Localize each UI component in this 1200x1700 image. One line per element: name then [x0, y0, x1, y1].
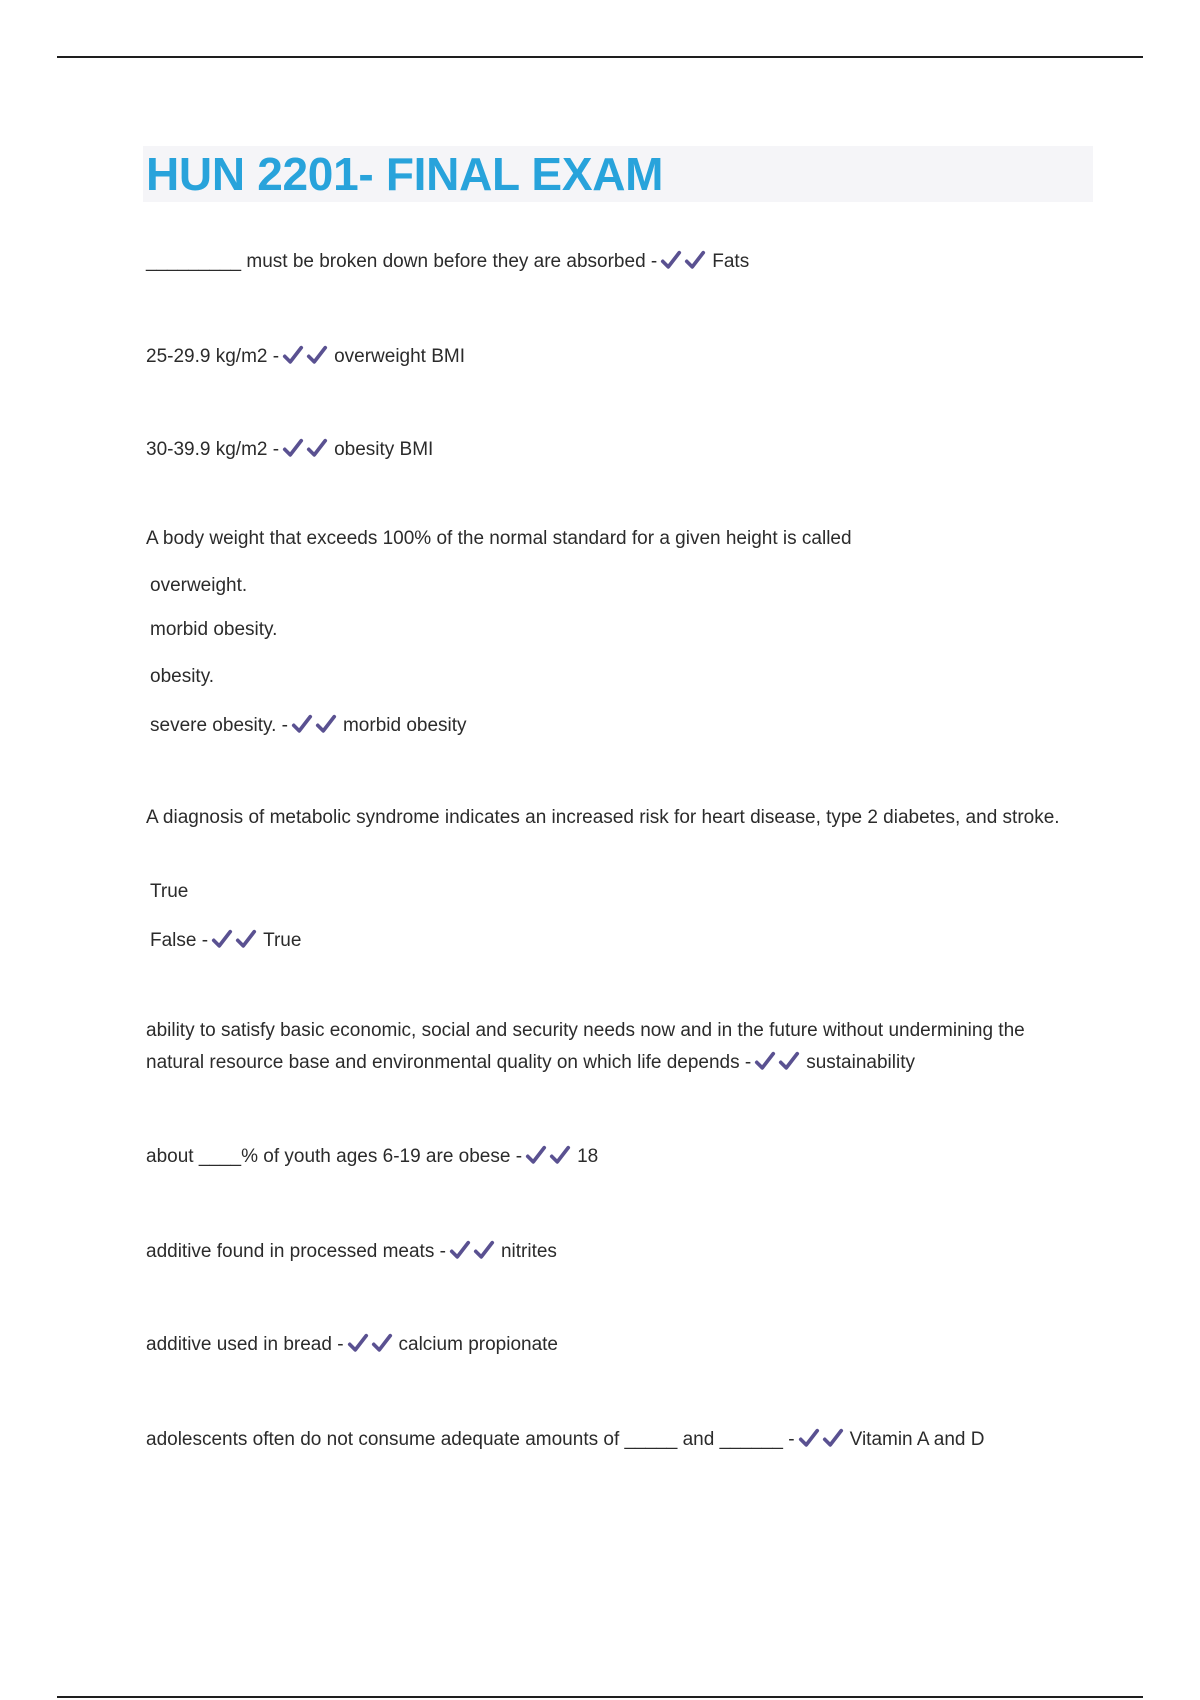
answer-text: Vitamin A and D	[849, 1429, 985, 1450]
qa-item	[146, 1144, 598, 1173]
qa-item	[146, 1015, 1081, 1083]
qa-item	[150, 928, 301, 957]
qa-item	[146, 1427, 984, 1456]
answer-text: obesity BMI	[334, 439, 434, 460]
qa-item	[146, 1332, 558, 1361]
answer-text: Fats	[712, 251, 750, 272]
answer-text: morbid obesity	[342, 715, 467, 736]
question-text: adolescents often do not consume adequate amounts of _____ and ______ -	[146, 1429, 795, 1450]
question-text: 25-29.9 kg/m2 -	[146, 346, 280, 367]
answer-text: calcium propionate	[398, 1334, 558, 1355]
question-text: additive used in bread -	[146, 1334, 344, 1355]
question-text: _________ must be broken down before they are absorbed -	[146, 251, 658, 272]
double-check-icon	[282, 437, 330, 466]
option-text: severe obesity. -	[150, 715, 288, 736]
option-text: overweight.	[150, 575, 248, 596]
qa-item	[146, 249, 749, 278]
double-check-icon	[754, 1050, 802, 1083]
question-text: ability to satisfy basic economic, social and security needs now and in the future without undermining the natural resource base and environmental quality on which life depends -	[146, 1020, 1025, 1073]
double-check-icon	[282, 344, 330, 373]
double-check-icon	[525, 1144, 573, 1173]
answer-text: True	[263, 930, 302, 951]
double-check-icon	[211, 928, 259, 957]
answer-text: 18	[577, 1146, 599, 1167]
answer-text: nitrites	[500, 1241, 557, 1262]
option-text: obesity.	[150, 666, 215, 687]
answer-text: sustainability	[806, 1052, 915, 1073]
question-text: A body weight that exceeds 100% of the normal standard for a given height is called	[146, 528, 852, 549]
double-check-icon	[347, 1332, 395, 1361]
page-title: HUN 2201- FINAL EXAM	[146, 148, 664, 200]
answer-text: overweight BMI	[334, 346, 466, 367]
question-text: about ____% of youth ages 6-19 are obese -	[146, 1146, 523, 1167]
top-rule	[57, 56, 1143, 58]
option-text: morbid obesity.	[150, 619, 278, 640]
double-check-icon	[291, 713, 339, 742]
question-text: 30-39.9 kg/m2 -	[146, 439, 280, 460]
qa-item	[150, 713, 467, 742]
double-check-icon	[449, 1239, 497, 1268]
qa-item	[146, 1239, 557, 1268]
qa-item	[146, 437, 433, 466]
question-text: A diagnosis of metabolic syndrome indicates an increased risk for heart disease, type 2 diabetes, and stroke.	[146, 807, 1060, 828]
double-check-icon	[660, 249, 708, 278]
double-check-icon	[798, 1427, 846, 1456]
qa-item	[146, 344, 465, 373]
bottom-rule	[57, 1696, 1143, 1698]
option-text: False -	[150, 930, 209, 951]
option-text: True	[150, 881, 189, 902]
question-text: additive found in processed meats -	[146, 1241, 446, 1262]
